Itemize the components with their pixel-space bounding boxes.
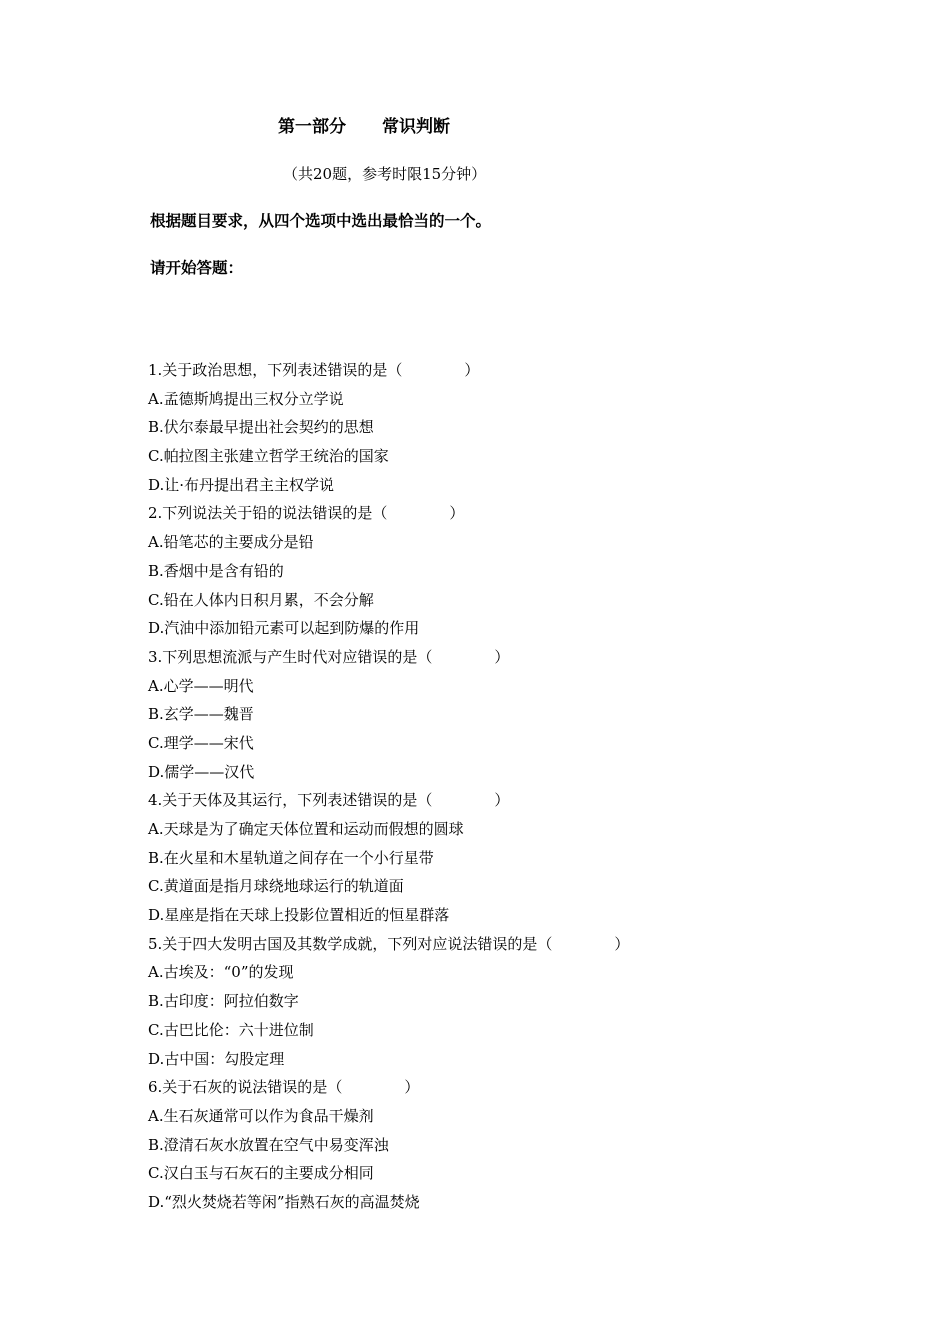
question-2 — [148, 499, 788, 642]
question-stem: 2.下列说法关于铅的说法错误的是（ ） — [148, 504, 465, 523]
option-c: C.汉白玉与石灰石的主要成分相同 — [148, 1164, 374, 1183]
option-d: D.古中国：勾股定理 — [148, 1049, 285, 1068]
question-stem: 3.下列思想流派与产生时代对应错误的是（ ） — [148, 647, 510, 666]
option-a: A.天球是为了确定天体位置和运动而假想的圆球 — [148, 820, 464, 838]
question-stem: 6.关于石灰的说法错误的是（ ） — [148, 1078, 420, 1097]
question-5 — [148, 930, 788, 1073]
option-c: C.黄道面是指月球绕地球运行的轨道面 — [148, 877, 404, 896]
option-c: C.古巴比伦：六十进位制 — [148, 1020, 314, 1039]
option-a: A.铅笔芯的主要成分是铅 — [148, 533, 314, 552]
question-list — [148, 356, 788, 1217]
question-stem: 4.关于天体及其运行，下列表述错误的是（ ） — [148, 791, 510, 810]
option-d: D.汽油中添加铅元素可以起到防爆的作用 — [148, 619, 420, 638]
option-c: C.理学——宋代 — [148, 733, 254, 752]
option-d: D.让·布丹提出君主主权学说 — [148, 475, 335, 494]
instruction-text: 根据题目要求，从四个选项中选出最恰当的一个。 — [150, 212, 492, 230]
option-b: B.伏尔泰最早提出社会契约的思想 — [148, 418, 374, 437]
option-d: D.星座是指在天球上投影位置相近的恒星群落 — [148, 906, 450, 925]
question-stem: 5.关于四大发明古国及其数学成就，下列对应说法错误的是（ ） — [148, 934, 630, 953]
section-label: 常识判断 — [382, 117, 450, 137]
option-a: A.生石灰通常可以作为食品干燥剂 — [148, 1106, 374, 1125]
option-a: A.古埃及：“0”的发现 — [148, 963, 294, 982]
option-c: C.帕拉图主张建立哲学王统治的国家 — [148, 447, 389, 466]
option-b: B.在火星和木星轨道之间存在一个小行星带 — [148, 848, 434, 867]
part-label: 第一部分 — [278, 117, 346, 137]
section-title — [278, 115, 450, 139]
option-a: A.孟德斯鸠提出三权分立学说 — [148, 389, 344, 408]
section-subtitle: （共20题，参考时限15分钟） — [283, 165, 487, 183]
question-1 — [148, 356, 788, 499]
option-b: B.香烟中是含有铅的 — [148, 561, 284, 580]
option-d: D.儒学——汉代 — [148, 762, 255, 781]
option-a: A.心学——明代 — [148, 676, 254, 695]
question-3 — [148, 643, 788, 786]
question-4 — [148, 786, 788, 929]
option-b: B.澄清石灰水放置在空气中易变浑浊 — [148, 1135, 389, 1154]
option-d: D.“烈火焚烧若等闲”指熟石灰的高温焚烧 — [148, 1192, 420, 1211]
start-prompt: 请开始答题： — [150, 259, 244, 277]
question-6 — [148, 1073, 788, 1216]
option-b: B.古印度：阿拉伯数字 — [148, 992, 299, 1011]
option-b: B.玄学——魏晋 — [148, 705, 254, 724]
question-stem: 1.关于政治思想，下列表述错误的是（ ） — [148, 361, 480, 379]
option-c: C.铅在人体内日积月累，不会分解 — [148, 590, 374, 609]
